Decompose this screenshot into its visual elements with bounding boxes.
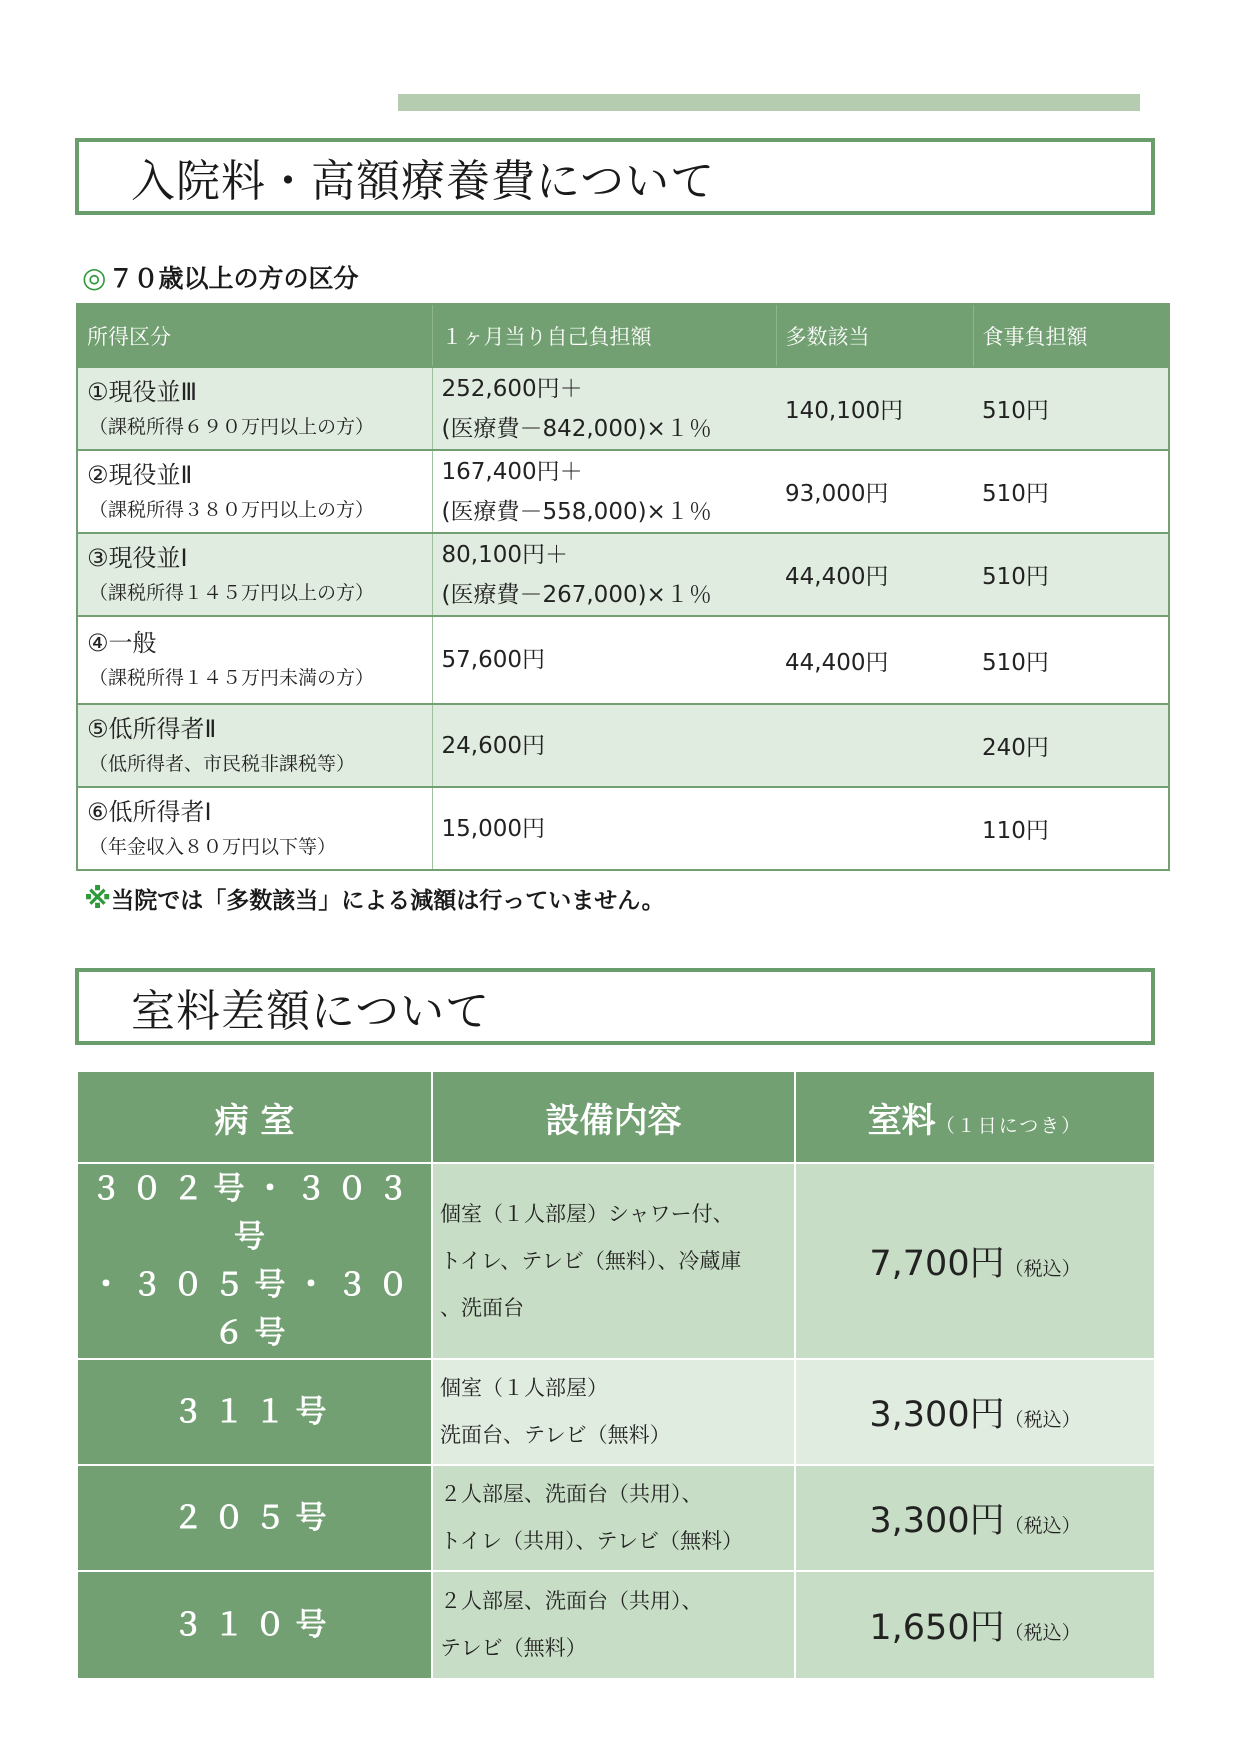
tax-label: （税込） <box>1004 1258 1081 1280</box>
amount-line2: (医療費－267,000)×１％ <box>441 581 712 608</box>
category-cell <box>77 367 432 450</box>
category-label: ③現役並Ⅰ <box>87 543 188 572</box>
meal-cell: 510円 <box>973 450 1169 533</box>
header-income: 所得区分 <box>77 304 432 367</box>
tax-label: （税込） <box>1004 1409 1081 1431</box>
table-row <box>77 533 1169 616</box>
header-meal: 食事負担額 <box>973 304 1169 367</box>
category-label: ①現役並Ⅲ <box>87 377 198 406</box>
amount-cell <box>432 533 776 616</box>
category-label: ⑤低所得者Ⅱ <box>87 714 217 743</box>
table-row <box>77 787 1169 870</box>
header-multiple: 多数該当 <box>776 304 973 367</box>
table-header-row <box>77 304 1169 367</box>
asterisk-mark-icon: ※ <box>84 882 112 915</box>
room-line1: ２０５号 <box>172 1500 337 1536</box>
desc-line1: 個室（１人部屋） <box>440 1376 608 1400</box>
meal-cell: 240円 <box>973 704 1169 787</box>
section-heading-room-fee <box>75 968 1155 1045</box>
amount-line1: 15,000円 <box>441 815 545 842</box>
decorative-top-bar <box>398 94 1140 111</box>
category-note: （課税所得１４５万円以上の方） <box>89 581 375 604</box>
header-fee <box>796 1072 1154 1162</box>
table-row <box>78 1572 1154 1678</box>
header-facilities: 設備内容 <box>433 1072 794 1162</box>
price-value: 7,700円 <box>869 1244 1005 1284</box>
room-line1: ３０２号・３０３号 <box>90 1171 419 1255</box>
multiple-cell: 44,400円 <box>776 533 973 616</box>
desc-line2: テレビ（無料） <box>440 1636 587 1660</box>
category-note: （年金収入８０万円以下等） <box>89 835 337 858</box>
amount-cell <box>432 787 776 870</box>
amount-cell <box>432 704 776 787</box>
facilities-cell <box>433 1360 794 1464</box>
header-room: 病 室 <box>78 1072 431 1162</box>
meal-cell: 510円 <box>973 616 1169 704</box>
table-row <box>78 1164 1154 1358</box>
subtitle-text: ７０歳以上の方の区分 <box>108 264 359 293</box>
category-label: ⑥低所得者Ⅰ <box>87 797 212 826</box>
price-value: 1,650円 <box>869 1608 1005 1648</box>
multiple-cell: 140,100円 <box>776 367 973 450</box>
facilities-cell <box>433 1164 794 1358</box>
amount-line1: 80,100円＋ <box>441 541 568 568</box>
desc-line2: トイレ、テレビ（無料）、冷蔵庫 <box>440 1248 742 1273</box>
price-cell <box>796 1164 1154 1358</box>
price-value: 3,300円 <box>869 1395 1005 1435</box>
subtitle-age-category <box>82 259 358 295</box>
room-line1: ３１１号 <box>172 1394 337 1430</box>
category-cell <box>77 787 432 870</box>
amount-cell <box>432 450 776 533</box>
meal-cell: 510円 <box>973 533 1169 616</box>
room-cell <box>78 1360 431 1464</box>
amount-line2: (医療費－842,000)×１％ <box>441 415 712 442</box>
desc-line1: 個室（１人部屋）シャワー付、 <box>440 1201 734 1226</box>
room-line1: ３１０号 <box>172 1607 337 1643</box>
category-label: ②現役並Ⅱ <box>87 460 193 489</box>
section-heading-admission <box>75 138 1155 215</box>
table-row <box>78 1360 1154 1464</box>
amount-cell <box>432 616 776 704</box>
multiple-cell: 44,400円 <box>776 616 973 704</box>
table-row <box>77 704 1169 787</box>
table-row <box>77 450 1169 533</box>
income-category-table <box>76 303 1170 871</box>
category-cell <box>77 533 432 616</box>
price-cell <box>796 1360 1154 1464</box>
amount-line1: 57,600円 <box>441 647 545 673</box>
multiple-cell: 93,000円 <box>776 450 973 533</box>
desc-line1: ２人部屋、洗面台（共用）、 <box>440 1589 703 1613</box>
desc-line1: ２人部屋、洗面台（共用）、 <box>440 1482 703 1506</box>
price-value: 3,300円 <box>869 1501 1005 1541</box>
room-cell <box>78 1164 431 1358</box>
category-note: （低所得者、市民税非課税等） <box>89 752 356 775</box>
table-row <box>78 1466 1154 1570</box>
desc-line2: 洗面台、テレビ（無料） <box>440 1423 671 1447</box>
category-cell <box>77 450 432 533</box>
note-multiple-reduction <box>84 882 665 915</box>
category-label: ④一般 <box>87 629 157 657</box>
facilities-cell <box>433 1572 794 1678</box>
amount-line1: 252,600円＋ <box>441 375 583 402</box>
amount-line1: 24,600円 <box>441 732 545 759</box>
header-fee-label: 室料 <box>867 1100 936 1141</box>
double-circle-icon: ◎ <box>82 261 107 294</box>
tax-label: （税込） <box>1004 1622 1081 1644</box>
meal-cell: 510円 <box>973 367 1169 450</box>
room-fee-table <box>76 1070 1156 1680</box>
amount-cell <box>432 367 776 450</box>
table-row <box>77 616 1169 704</box>
amount-line1: 167,400円＋ <box>441 458 583 485</box>
table-header-row <box>78 1072 1154 1162</box>
category-cell <box>77 616 432 704</box>
meal-cell: 110円 <box>973 787 1169 870</box>
room-cell <box>78 1572 431 1678</box>
price-cell <box>796 1466 1154 1570</box>
header-fee-note: （１日につき） <box>935 1114 1083 1137</box>
table-row <box>77 367 1169 450</box>
section-title: 室料差額について <box>131 985 491 1037</box>
header-monthly-amount: １ヶ月当り自己負担額 <box>432 304 776 367</box>
note-text: 当院では「多数該当」による減額は行っていません。 <box>111 888 665 914</box>
price-cell <box>796 1572 1154 1678</box>
amount-line2: (医療費－558,000)×１％ <box>441 498 712 525</box>
multiple-cell <box>776 787 973 870</box>
desc-line2: トイレ（共用）、テレビ（無料） <box>440 1529 744 1553</box>
category-note: （課税所得１４５万円未満の方） <box>89 667 375 689</box>
tax-label: （税込） <box>1004 1515 1081 1537</box>
section-title: 入院料・高額療養費について <box>131 155 716 207</box>
desc-line3: 、洗面台 <box>440 1295 524 1320</box>
category-note: （課税所得３８０万円以上の方） <box>89 498 375 521</box>
multiple-cell <box>776 704 973 787</box>
category-cell <box>77 704 432 787</box>
category-note: （課税所得６９０万円以上の方） <box>89 415 375 438</box>
room-cell <box>78 1466 431 1570</box>
facilities-cell <box>433 1466 794 1570</box>
room-line2: ・３０５号・３０６号 <box>90 1267 419 1351</box>
